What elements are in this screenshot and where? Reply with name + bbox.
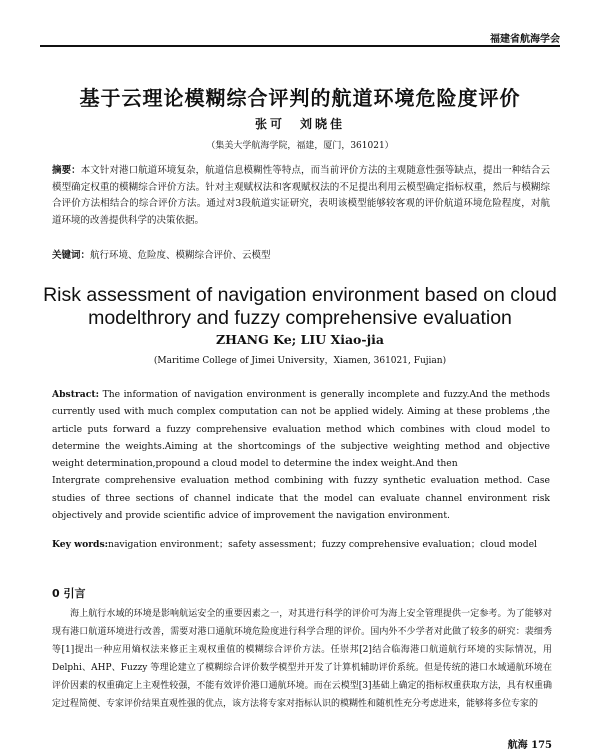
chinese-abstract (52, 163, 550, 229)
header-rule (40, 45, 560, 47)
chinese-abstract-text: 本文针对港口航道环境复杂，航道信息模糊性等特点，而当前评价方法的主观随意性强等缺点，提出一种结合云模型确定权重的模糊综合评价方法。针对主观赋权法和客观赋权法的不足提出利用云模型确定指标权重，然后与模糊综合评价方法相结合的综合评价方法。通过对3段航道实证研究，表明该模型能够较客观的评价航道环境危险程度，对航道环境的改善提供科学的决策依据。 (52, 165, 550, 226)
journal-header-label: 福建省航海学会 (490, 34, 560, 45)
english-abstract (52, 386, 550, 524)
english-authors: ZHANG Ke; LIU Xiao-jia (216, 332, 384, 347)
english-abstract-label: Abstract: (52, 389, 99, 400)
english-abstract-text-1: The information of navigation environment is generally incomplete and fuzzy.And the methods currently used with much complex computation can not be applied widely. Aiming at these problems ,the article puts forward a fuzzy comprehensive evaluation method which combines with cloud model to determine the weights.Aiming at the shortcomings of the subjective weighting method and objective weight determination,propound a cloud model to determine the index weight.And then (52, 389, 551, 470)
chinese-authors: 张可 刘晓佳 (254, 117, 345, 131)
section-heading: 0 引言 (52, 587, 86, 600)
english-abstract-para-1 (52, 386, 550, 472)
english-affiliation: (Maritime College of Jimei University，Xiamen, 361021, Fujian) (153, 356, 447, 366)
running-header (40, 30, 560, 44)
chinese-keywords (52, 247, 550, 261)
page-number: 航海 175 (507, 740, 552, 751)
english-abstract-para-2: Intergrate comprehensive evaluation method combining with fuzzy synthetic evaluation method. Case studies of three sections of channel indicate that the model can evaluate channel environment risk objectively and provide scientific advice of improvement the navigation environment. (52, 475, 550, 522)
chinese-abstract-label: 摘要： (52, 165, 81, 176)
english-title: Risk assessment of navigation environment based on cloud modelthrory and fuzzy comprehensive evaluation (43, 284, 557, 329)
chinese-affiliation: （集美大学航海学院，福建，厦门，361021） (206, 141, 394, 151)
section-body: 海上航行水域的环境是影响航运安全的重要因素之一，对其进行科学的评价可为海上安全管理提供一定参考。为了能够对现有港口航道环境进行改善，需要对港口通航环境危险度进行科学合理的评价。国内外不少学者对此做了较多的研究：裴细秀等[1]提出一种应用熵权法来修正主观权重值的模糊综合评价方法。任崇邦[2]结合临海港口航道航行环境的实际情况，用 Delphi、AHP、Fuzzy 等理论建立了模糊综合评价数学模型并开发了计算机辅助评价系统。但是传统的港口水域通航环境在评价因素的权重确定上主观性较强，不能有效评价港口通航环境。而在云模型[3]基础上确定的指标权重获取方法，具有权重确定过程简便、专家评价结果直观性强的优点，该方法将专家对指标认识的模糊性和随机性充分考虑进来，能够将多位专家的 (52, 609, 552, 709)
english-keywords-label: Key words: (52, 539, 109, 550)
english-keywords-text: navigation environment；safety assessment；fuzzy comprehensive evaluation；cloud model (108, 539, 537, 550)
chinese-keywords-label: 关键词： (52, 250, 91, 261)
english-keywords (52, 536, 550, 550)
chinese-title: 基于云理论模糊综合评判的航道环境危险度评价 (79, 86, 521, 110)
chinese-keywords-text: 航行环境、危险度、模糊综合评价、云模型 (90, 250, 271, 261)
